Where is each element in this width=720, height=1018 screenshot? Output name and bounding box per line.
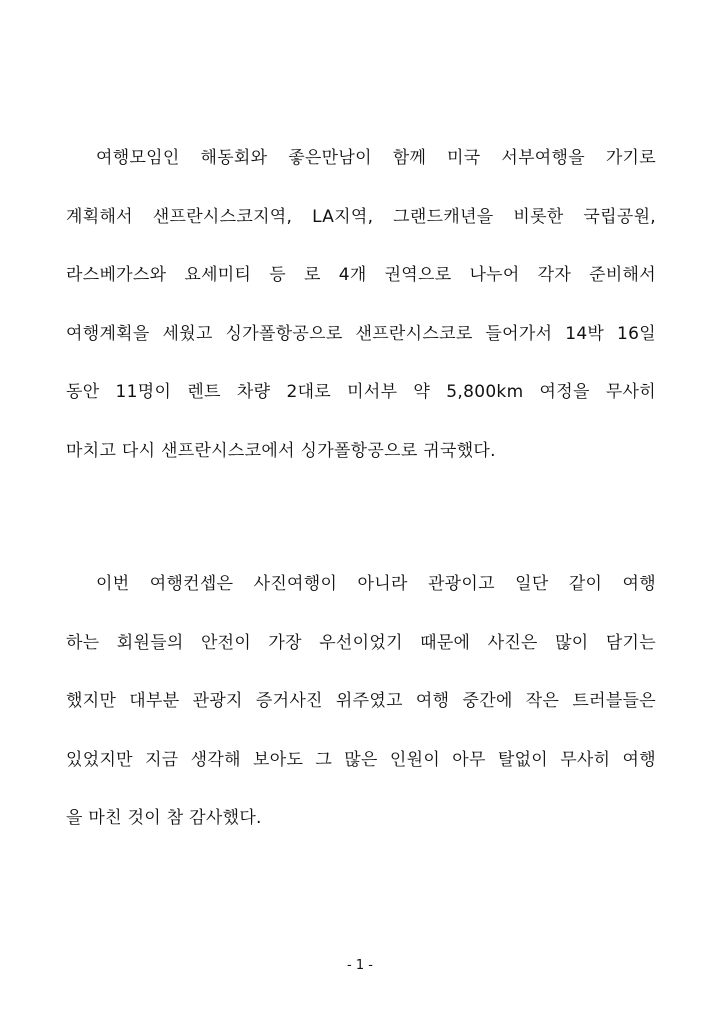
text-line: 여행계획을 세웠고 싱가폴항공으로 샌프란시스코로 들어가서 14박 16일 — [66, 323, 656, 344]
text-line: 라스베가스와 요세미티 등 로 4개 권역으로 나누어 각자 준비해서 — [66, 265, 656, 285]
text-line: 했지만 대부분 관광지 증거사진 위주였고 여행 중간에 작은 트러블들은 — [66, 691, 656, 711]
paragraph-2 — [66, 572, 656, 865]
text-line: 여행모임인 해동회와 좋은만남이 함께 미국 서부여행을 가기로 — [96, 148, 656, 168]
text-line: 계획해서 샌프란시스코지역, LA지역, 그랜드캐년을 비롯한 국립공원, — [66, 206, 656, 227]
text-line: 하는 회원들의 안전이 가장 우선이었기 때문에 사진은 많이 담기는 — [66, 632, 656, 653]
paragraph-1 — [66, 146, 656, 497]
text-line: 이번 여행컨셉은 사진여행이 아니라 관광이고 일단 같이 여행 — [96, 574, 656, 594]
text-line: 을 마친 것이 참 감사했다. — [66, 808, 262, 828]
text-line: 있었지만 지금 생각해 보아도 그 많은 인원이 아무 탈없이 무사히 여행 — [66, 749, 656, 770]
text-line: 동안 11명이 렌트 차량 2대로 미서부 약 5,800km 여정을 무사히 — [66, 382, 656, 402]
page-number: - 1 - — [347, 958, 373, 973]
text-line: 마치고 다시 샌프란시스코에서 싱가폴항공으로 귀국했다. — [66, 440, 496, 461]
